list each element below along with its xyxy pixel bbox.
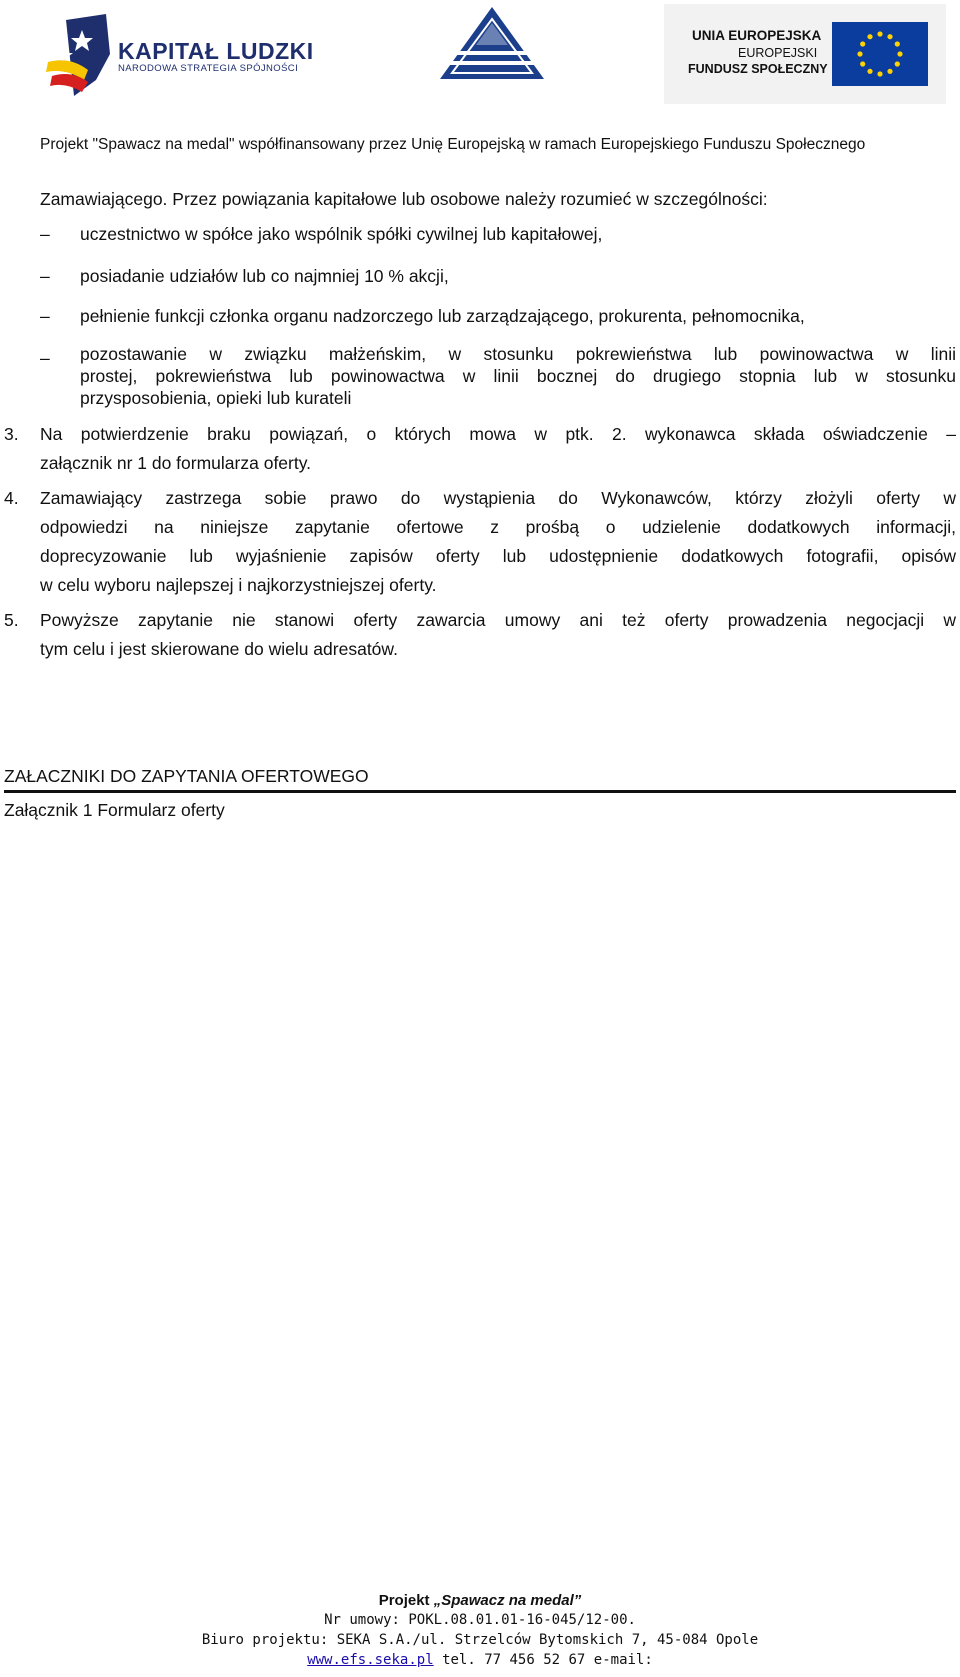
dash-item-kinship-line1: pozostawanie w związku małżeńskim, w stosunku pokrewieństwa lub powinowactwa w linii xyxy=(80,344,956,364)
dash-item-board-function: pełnienie funkcji członka organu nadzorczego lub zarządzającego, prokurenta, pełnomocnika, xyxy=(80,306,805,326)
paragraph-5-number: 5. xyxy=(4,610,19,630)
dash-marker: – xyxy=(40,224,50,244)
eu-label-social-fund: FUNDUSZ SPOŁECZNY xyxy=(688,62,828,76)
kapital-ludzki-subtitle: NARODOWA STRATEGIA SPÓJNOŚCI xyxy=(118,63,299,74)
dash-marker: – xyxy=(40,266,50,286)
dash-marker: – xyxy=(40,306,50,326)
footer-contact-line xyxy=(0,1652,960,1668)
eu-flag-icon xyxy=(832,22,928,86)
paragraph-4-line2: odpowiedzi na niniejsze zapytanie ofertowe z prośbą o udzielenie dodatkowych informacji, xyxy=(40,517,956,537)
dash-item-partnership: uczestnictwo w spółce jako wspólnik spółki cywilnej lub kapitałowej, xyxy=(80,224,603,244)
heading-divider xyxy=(4,790,956,793)
footer-contract-number: Nr umowy: POKL.08.01.01-16-045/12-00. xyxy=(324,1612,636,1628)
footer-project-title xyxy=(0,1592,960,1609)
eu-label-union: UNIA EUROPEJSKA xyxy=(692,28,822,43)
paragraph-4-line4: w celu wyboru najlepszej i najkorzystniejszej oferty. xyxy=(40,575,437,595)
paragraph-4-line3: doprecyzowanie lub wyjaśnienie zapisów oferty lub udostępnienie dodatkowych fotografii, opisów xyxy=(40,546,956,566)
paragraph-5-line1: Powyższe zapytanie nie stanowi oferty zawarcia umowy ani też oferty prowadzenia negocjacji w xyxy=(40,610,956,630)
project-cofinancing-line: Projekt "Spawacz na medal" współfinansowany przez Unię Europejską w ramach Europejskiego Funduszu Społecznego xyxy=(40,136,866,153)
dash-marker: – xyxy=(40,348,50,368)
attachment-1-label: Załącznik 1 Formularz oferty xyxy=(4,800,225,820)
footer-title-prefix: Projekt xyxy=(378,1592,434,1609)
footer-website-link[interactable]: www.efs.seka.pl xyxy=(307,1652,434,1668)
intro-paragraph: Zamawiającego. Przez powiązania kapitałowe lub osobowe należy rozumieć w szczególności: xyxy=(40,189,768,209)
dash-item-kinship-line2: prostej, pokrewieństwa lub powinowactwa w linii bocznej do drugiego stopnia lub w stosunku xyxy=(80,366,956,386)
footer-phone-email: tel. 77 456 52 67 e-mail: xyxy=(433,1652,653,1668)
paragraph-3-number: 3. xyxy=(4,424,19,444)
paragraph-4-line1: Zamawiający zastrzega sobie prawo do wystąpienia do Wykonawców, którzy złożyli oferty w xyxy=(40,488,956,508)
seka-logo xyxy=(432,5,552,85)
paragraph-4-number: 4. xyxy=(4,488,19,508)
paragraph-3-line1: Na potwierdzenie braku powiązań, o których mowa w ptk. 2. wykonawca składa oświadczenie – xyxy=(40,424,956,444)
paragraph-5-line2: tym celu i jest skierowane do wielu adresatów. xyxy=(40,639,398,659)
paragraph-3-line2: załącznik nr 1 do formularza oferty. xyxy=(40,453,312,473)
kapital-ludzki-title: KAPITAŁ LUDZKI xyxy=(118,38,314,64)
dash-item-shares: posiadanie udziałów lub co najmniej 10 % akcji, xyxy=(80,266,449,286)
footer-title-name: „Spawacz na medal” xyxy=(433,1592,582,1609)
dash-item-kinship-line3: przysposobienia, opieki lub kurateli xyxy=(80,388,352,408)
footer-office-address: Biuro projektu: SEKA S.A./ul. Strzelców Bytomskich 7, 45-084 Opole xyxy=(201,1632,759,1648)
attachments-heading: ZAŁACZNIKI DO ZAPYTANIA OFERTOWEGO xyxy=(4,766,369,786)
eu-label-european: EUROPEJSKI xyxy=(738,46,818,60)
